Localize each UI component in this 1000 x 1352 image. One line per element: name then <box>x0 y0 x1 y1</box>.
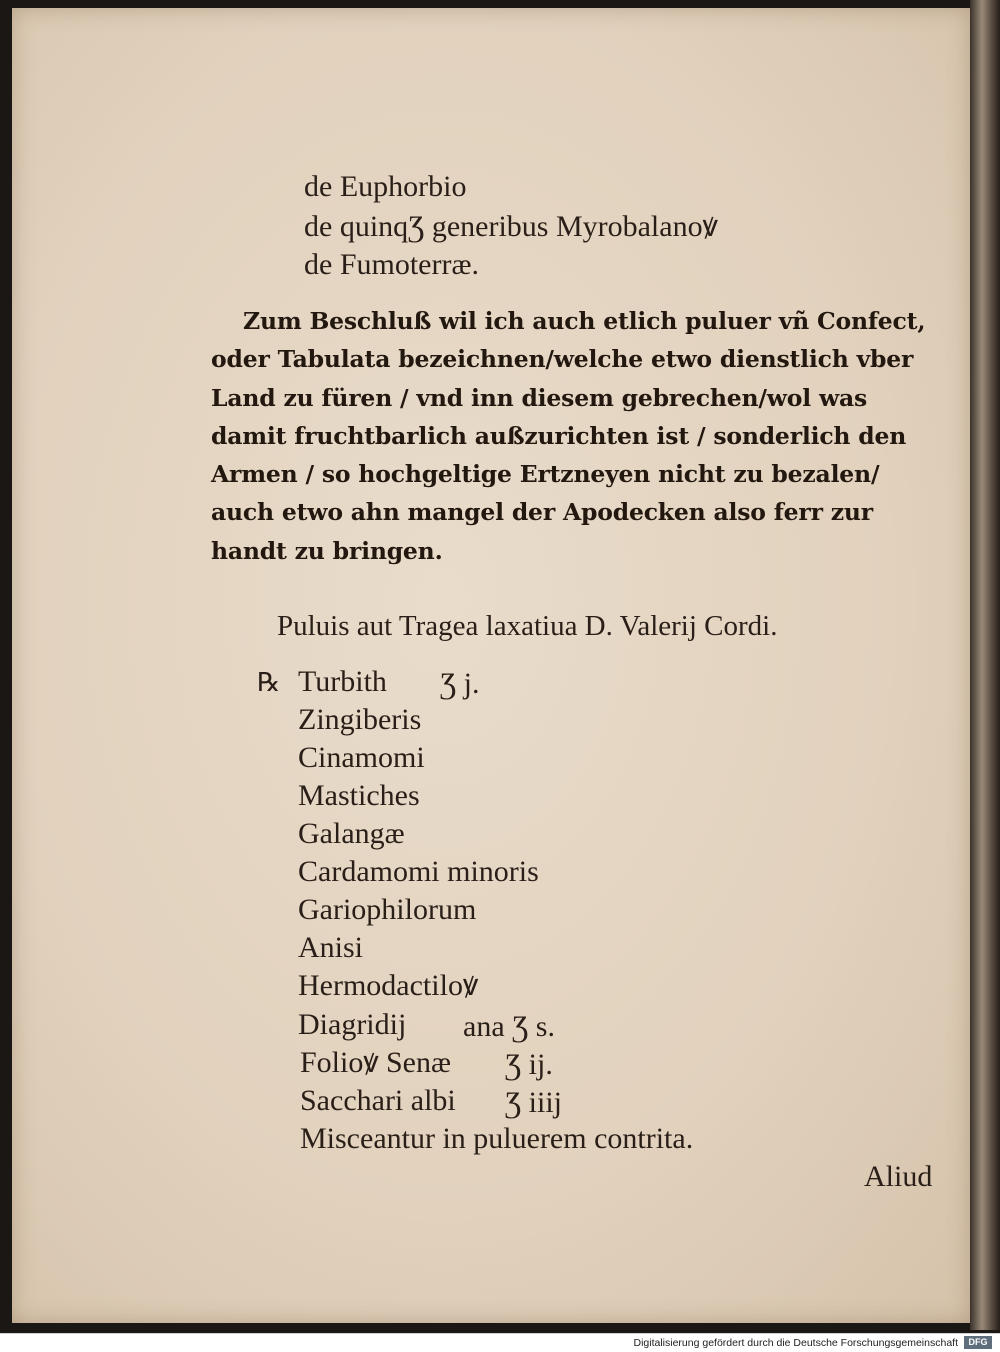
ingredient-name: Zingiberis <box>298 703 422 736</box>
bleed-through-mark <box>440 118 455 152</box>
paragraph-line: Zum Beschluß wil ich auch etlich puluer vñ Confect, <box>243 307 926 335</box>
paragraph-line: damit fruchtbarlich außzurichten ist / sonderlich den <box>211 422 907 450</box>
ingredient-dose: Ʒ ij. <box>505 1048 553 1081</box>
ingredient-name: Hermodactiloꝟ <box>298 969 479 1002</box>
paragraph-line: oder Tabulata bezeichnen/welche etwo dienstlich vber <box>211 345 914 373</box>
ingredient-name: Turbith <box>298 665 387 698</box>
ingredient-name: Mastiches <box>298 779 420 812</box>
ingredient-name: Galangæ <box>298 817 405 850</box>
ingredient-dose: ana Ʒ s. <box>463 1010 555 1043</box>
ingredient-name: Cardamomi minoris <box>298 855 539 888</box>
ingredient-name: Gariophilorum <box>298 893 477 926</box>
ingredient-name: Anisi <box>298 931 364 964</box>
recipe-heading: Puluis aut Tragea laxatiua D. Valerij Cordi. <box>277 610 778 642</box>
ingredient-name: Diagridij <box>298 1008 407 1041</box>
catchword: Aliud <box>864 1160 933 1193</box>
paragraph-line: handt zu bringen. <box>211 537 443 565</box>
ingredient-name: Folioꝟ Senæ <box>300 1046 451 1079</box>
top-line: de quinqƷ generibus Myrobalanoꝟ <box>304 210 718 243</box>
ingredient-dose: Ʒ j. <box>440 667 480 700</box>
top-line: de Euphorbio <box>304 170 467 203</box>
footer-bar <box>0 1333 1000 1352</box>
ingredient-name: Cinamomi <box>298 741 425 774</box>
closing-line: Misceantur in puluerem contrita. <box>300 1122 694 1155</box>
book-spine <box>970 0 1000 1330</box>
dfg-logo-icon: DFG <box>964 1336 992 1349</box>
footer-credit: Digitalisierung gefördert durch die Deutsche Forschungsgemeinschaft <box>633 1337 958 1349</box>
top-line: de Fumoterræ. <box>304 248 479 281</box>
paragraph-line: Armen / so hochgeltige Ertzneyen nicht zu bezalen/ <box>211 460 880 488</box>
paragraph-line: auch etwo ahn mangel der Apodecken also ferr zur <box>211 498 873 526</box>
recipe-symbol: ℞ <box>257 668 281 698</box>
ingredient-name: Sacchari albi <box>300 1084 456 1117</box>
paragraph-line: Land zu füren / vnd inn diesem gebrechen/wol was <box>211 384 868 412</box>
ingredient-dose: Ʒ iiij <box>505 1086 563 1119</box>
